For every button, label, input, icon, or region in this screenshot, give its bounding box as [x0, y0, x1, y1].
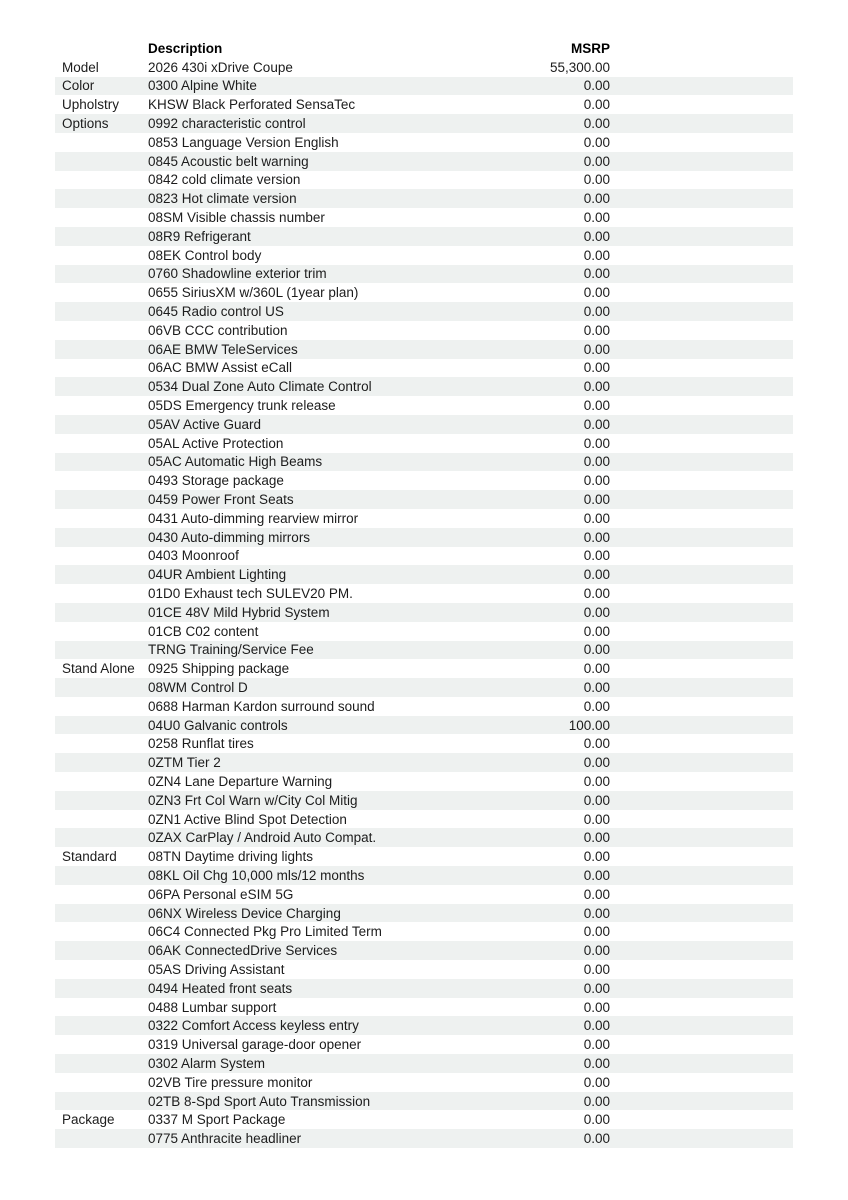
description-cell: 08R9 Refrigerant [148, 228, 251, 244]
table-row [55, 302, 793, 321]
table-row [55, 359, 793, 378]
description-cell: 0534 Dual Zone Auto Climate Control [148, 379, 372, 395]
table-row [55, 922, 793, 941]
msrp-cell: 0.00 [583, 322, 610, 338]
description-cell: 0ZN4 Lane Departure Warning [148, 773, 333, 789]
description-cell: 0403 Moonroof [148, 548, 239, 564]
table-row [55, 1035, 793, 1054]
description-cell: 08EK Control body [148, 247, 262, 263]
description-cell: 05DS Emergency trunk release [148, 398, 336, 414]
msrp-cell: 0.00 [583, 492, 610, 508]
description-cell: 0845 Acoustic belt warning [148, 153, 309, 169]
category-cell: Package [62, 1112, 115, 1128]
description-cell: 0925 Shipping package [148, 661, 290, 677]
description-cell: 0775 Anthracite headliner [148, 1131, 302, 1147]
msrp-cell: 0.00 [583, 435, 610, 451]
table-row [55, 283, 793, 302]
table-row [55, 509, 793, 528]
msrp-cell: 0.00 [583, 586, 610, 601]
table-row [55, 1110, 793, 1129]
description-cell: 0823 Hot climate version [148, 191, 297, 207]
description-cell: 06C4 Connected Pkg Pro Limited Term [148, 924, 382, 940]
table-row [55, 810, 793, 829]
table-row [55, 866, 793, 885]
table-row [55, 678, 793, 697]
table-row [55, 584, 793, 603]
msrp-cell: 0.00 [583, 1037, 610, 1053]
table-row [55, 941, 793, 960]
msrp-cell: 0.00 [583, 792, 610, 808]
table-row [55, 847, 793, 866]
category-cell: Stand Alone [62, 661, 135, 677]
category-cell: Upholstry [62, 97, 120, 113]
description-cell: 0655 SiriusXM w/360L (1year plan) [148, 285, 359, 301]
description-cell: 0302 Alarm System [148, 1055, 266, 1071]
msrp-cell: 0.00 [583, 1131, 610, 1147]
description-cell: 05AS Driving Assistant [148, 961, 285, 977]
table-row [55, 1073, 793, 1092]
table-row [55, 171, 793, 190]
msrp-cell: 0.00 [583, 886, 610, 902]
description-cell: 0760 Shadowline exterior trim [148, 266, 327, 282]
description-cell: 0ZTM Tier 2 [148, 755, 221, 771]
description-cell: 0ZN1 Active Blind Spot Detection [148, 811, 347, 827]
msrp-cell: 0.00 [583, 830, 610, 846]
table-row [55, 1016, 793, 1035]
table-row [55, 659, 793, 678]
description-cell: 0319 Universal garage-door opener [148, 1037, 362, 1053]
msrp-cell: 0.00 [583, 360, 610, 376]
description-cell: 08WM Control D [148, 679, 248, 695]
table-row [55, 265, 793, 284]
msrp-cell: 0.00 [583, 228, 610, 244]
description-cell: 01CB C02 content [148, 623, 259, 639]
description-cell: 0430 Auto-dimming mirrors [148, 529, 311, 545]
msrp-cell: 0.00 [583, 153, 610, 169]
description-cell: 0300 Alpine White [148, 78, 257, 94]
msrp-cell: 0.00 [583, 661, 610, 677]
msrp-cell: 55,300.00 [549, 59, 610, 75]
table-row [55, 753, 793, 772]
msrp-cell: 0.00 [583, 755, 610, 771]
table-row [55, 152, 793, 171]
description-cell: 06PA Personal eSIM 5G [148, 886, 294, 902]
table-row [55, 565, 793, 584]
msrp-cell: 0.00 [583, 285, 610, 301]
msrp-cell: 0.00 [583, 1055, 610, 1071]
msrp-cell: 0.00 [583, 961, 610, 977]
description-cell: 05AL Active Protection [148, 435, 284, 451]
msrp-cell: 0.00 [583, 548, 610, 564]
table-row [55, 396, 793, 415]
category-cell: Standard [62, 849, 117, 865]
description-cell: 05AV Active Guard [148, 416, 262, 432]
description-cell: 0645 Radio control US [148, 304, 284, 320]
description-cell: 0992 characteristic control [148, 116, 306, 132]
msrp-cell: 0.00 [583, 172, 610, 188]
msrp-column-header: MSRP [570, 40, 610, 56]
description-cell: 2026 430i xDrive Coupe [148, 59, 293, 75]
description-cell: 08SM Visible chassis number [148, 210, 325, 226]
table-row [55, 998, 793, 1017]
description-cell: 0ZN3 Frt Col Warn w/City Col Mitig [148, 792, 358, 808]
msrp-cell: 0.00 [583, 134, 610, 150]
description-cell: 0853 Language Version English [148, 134, 339, 150]
msrp-cell: 0.00 [583, 116, 610, 132]
description-cell: 02TB 8-Spd Sport Auto Transmission [148, 1093, 371, 1109]
description-cell: 01CE 48V Mild Hybrid System [148, 604, 330, 620]
msrp-cell: 0.00 [583, 510, 610, 526]
table-row [55, 697, 793, 716]
msrp-cell: 0.00 [583, 905, 610, 921]
table-row [55, 246, 793, 265]
msrp-cell: 0.00 [583, 604, 610, 620]
table-row [55, 716, 793, 735]
table-row [55, 641, 793, 660]
table-row [55, 95, 793, 114]
description-cell: 02VB Tire pressure monitor [148, 1074, 313, 1090]
description-cell: 04UR Ambient Lighting [148, 567, 287, 583]
description-cell: KHSW Black Perforated SensaTec [148, 97, 356, 113]
table-row [55, 547, 793, 566]
description-cell: 06VB CCC contribution [148, 322, 288, 338]
table-row [55, 340, 793, 359]
msrp-cell: 0.00 [583, 1074, 610, 1090]
msrp-cell: 0.00 [583, 454, 610, 470]
description-cell: 05AC Automatic High Beams [148, 454, 323, 470]
description-cell: 06AK ConnectedDrive Services [148, 943, 338, 959]
table-row [55, 321, 793, 340]
msrp-cell: 0.00 [583, 304, 610, 320]
msrp-cell: 0.00 [583, 1112, 610, 1128]
table-row [55, 453, 793, 472]
category-cell: Options [62, 116, 109, 132]
description-cell: 0842 cold climate version [148, 172, 301, 188]
table-row [55, 734, 793, 753]
table-row [55, 133, 793, 152]
pricing-table [55, 39, 793, 1148]
description-cell: 08TN Daytime driving lights [148, 849, 314, 865]
msrp-cell: 0.00 [583, 97, 610, 113]
table-body [55, 58, 793, 1148]
msrp-cell: 0.00 [583, 529, 610, 545]
msrp-cell: 0.00 [583, 924, 610, 940]
table-row [55, 772, 793, 791]
table-row [55, 904, 793, 923]
msrp-cell: 0.00 [583, 473, 610, 489]
description-cell: 0494 Heated front seats [148, 980, 293, 996]
table-row [55, 208, 793, 227]
msrp-cell: 0.00 [583, 398, 610, 414]
table-row [55, 415, 793, 434]
msrp-cell: 0.00 [583, 247, 610, 263]
msrp-cell: 0.00 [583, 980, 610, 996]
msrp-cell: 100.00 [568, 717, 610, 733]
description-cell: TRNG Training/Service Fee [148, 642, 314, 658]
msrp-cell: 0.00 [583, 943, 610, 959]
description-column-header: Description [148, 40, 223, 56]
msrp-cell: 0.00 [583, 773, 610, 789]
msrp-cell: 0.00 [583, 736, 610, 752]
table-row [55, 1129, 793, 1148]
category-cell: Model [62, 59, 99, 75]
description-cell: 0337 M Sport Package [148, 1112, 286, 1128]
table-row [55, 528, 793, 547]
msrp-cell: 0.00 [583, 679, 610, 695]
table-row [55, 1092, 793, 1111]
description-cell: 01D0 Exhaust tech SULEV20 PM. [148, 586, 353, 601]
table-row [55, 471, 793, 490]
table-row [55, 603, 793, 622]
msrp-cell: 0.00 [583, 341, 610, 357]
msrp-cell: 0.00 [583, 811, 610, 827]
description-cell: 0493 Storage package [148, 473, 284, 489]
msrp-cell: 0.00 [583, 379, 610, 395]
table-row [55, 885, 793, 904]
table-row [55, 377, 793, 396]
msrp-cell: 0.00 [583, 416, 610, 432]
description-cell: 08KL Oil Chg 10,000 mls/12 months [148, 867, 365, 883]
description-cell: 0431 Auto-dimming rearview mirror [148, 510, 359, 526]
table-row [55, 58, 793, 77]
table-row [55, 114, 793, 133]
msrp-cell: 0.00 [583, 1018, 610, 1034]
msrp-cell: 0.00 [583, 567, 610, 583]
msrp-cell: 0.00 [583, 642, 610, 658]
table-row [55, 77, 793, 96]
msrp-cell: 0.00 [583, 191, 610, 207]
msrp-cell: 0.00 [583, 266, 610, 282]
table-row [55, 791, 793, 810]
description-cell: 06AC BMW Assist eCall [148, 360, 293, 376]
table-row [55, 1054, 793, 1073]
description-cell: 0488 Lumbar support [148, 999, 277, 1015]
category-cell: Color [62, 78, 95, 94]
msrp-cell: 0.00 [583, 210, 610, 226]
table-row [55, 622, 793, 641]
msrp-cell: 0.00 [583, 698, 610, 714]
table-row [55, 490, 793, 509]
description-cell: 06AE BMW TeleServices [148, 341, 298, 357]
msrp-cell: 0.00 [583, 849, 610, 865]
description-cell: 06NX Wireless Device Charging [148, 905, 341, 921]
description-cell: 0ZAX CarPlay / Android Auto Compat. [148, 830, 377, 846]
description-cell: 0459 Power Front Seats [148, 492, 294, 508]
table-row [55, 434, 793, 453]
description-cell: 0258 Runflat tires [148, 736, 254, 752]
description-cell: 0322 Comfort Access keyless entry [148, 1018, 359, 1034]
table-row [55, 979, 793, 998]
msrp-cell: 0.00 [583, 999, 610, 1015]
msrp-cell: 0.00 [583, 867, 610, 883]
msrp-cell: 0.00 [583, 623, 610, 639]
msrp-cell: 0.00 [583, 78, 610, 94]
table-row [55, 960, 793, 979]
table-row [55, 828, 793, 847]
table-row [55, 189, 793, 208]
description-cell: 0688 Harman Kardon surround sound [148, 698, 375, 714]
table-row [55, 227, 793, 246]
description-cell: 04U0 Galvanic controls [148, 717, 288, 733]
table-header-row [55, 39, 793, 58]
msrp-cell: 0.00 [583, 1093, 610, 1109]
